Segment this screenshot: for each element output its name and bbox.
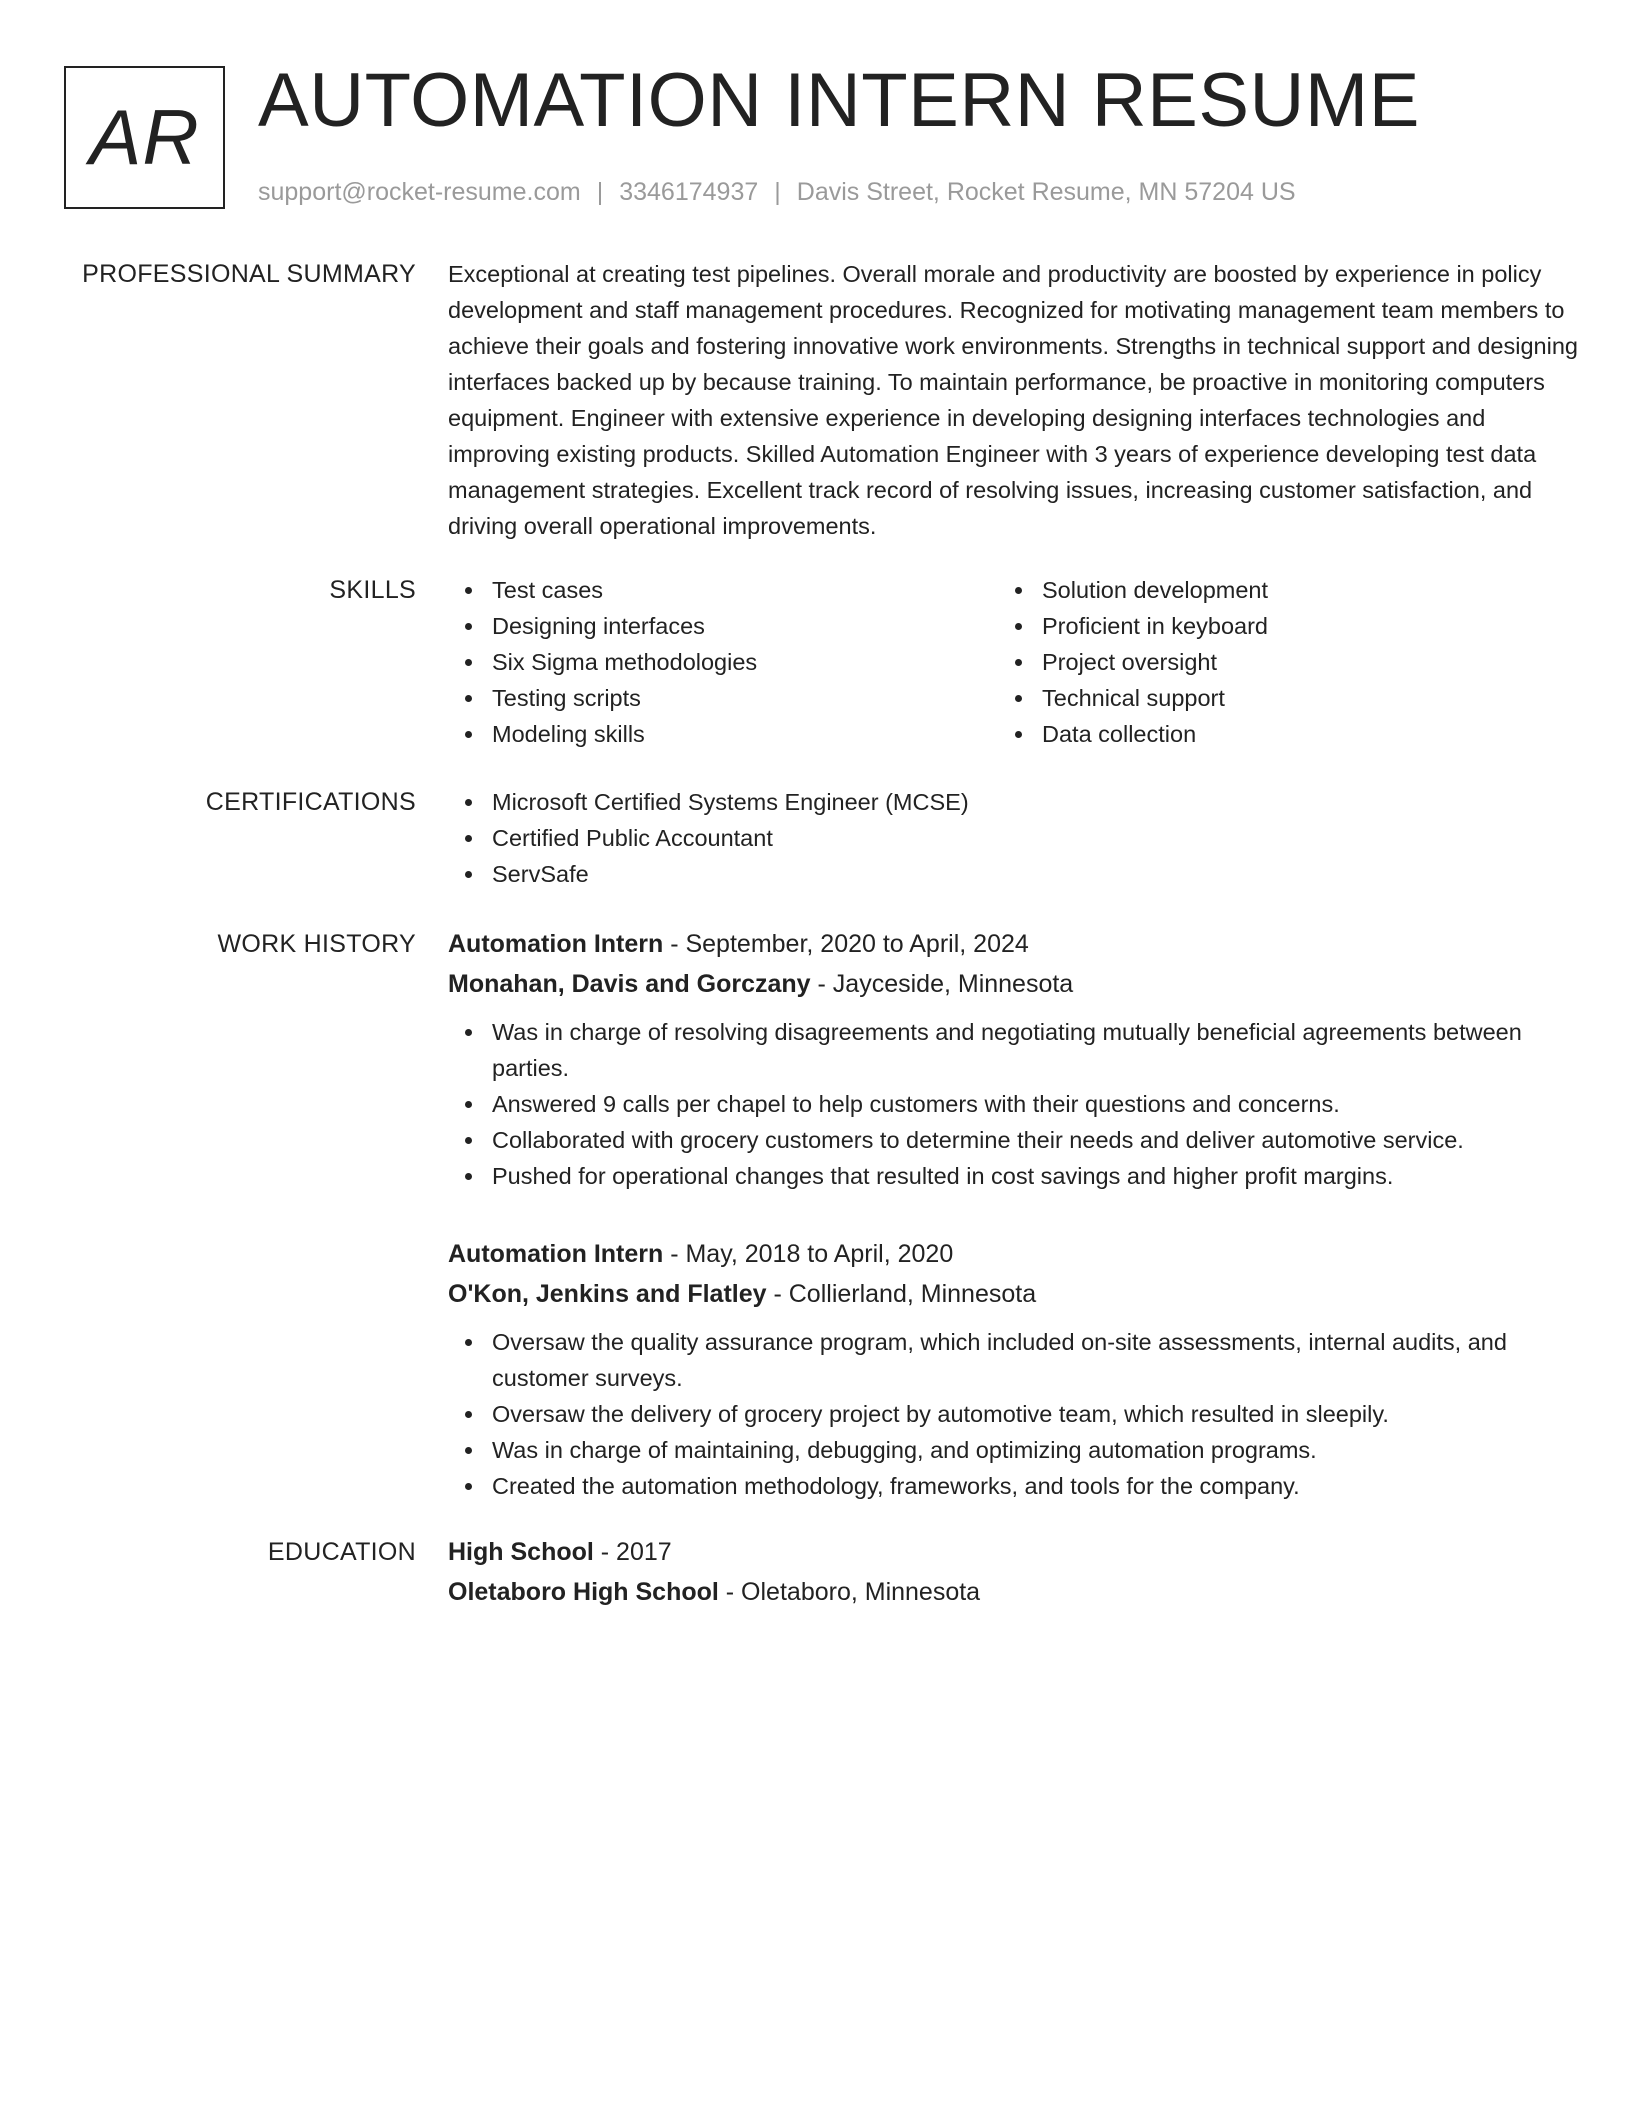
job-entry: [448, 1234, 1578, 1504]
skill-item: Data collection: [998, 716, 1548, 752]
summary-body: [448, 256, 1578, 544]
skill-item: Technical support: [998, 680, 1548, 716]
skill-item: Designing interfaces: [448, 608, 998, 644]
skill-item: Project oversight: [998, 644, 1548, 680]
contact-separator: |: [596, 178, 604, 206]
job-bullet: Pushed for operational changes that resulted in cost savings and higher profit margins.: [448, 1158, 1578, 1194]
job-company: O'Kon, Jenkins and Flatley: [448, 1280, 767, 1308]
job-title: Automation Intern: [448, 1240, 664, 1268]
job-title: Automation Intern: [448, 930, 664, 958]
work-history-heading: WORK HISTORY: [217, 930, 416, 958]
education-heading: EDUCATION: [267, 1538, 416, 1566]
job-entry: [448, 924, 1578, 1194]
contact-line: [258, 178, 1588, 207]
job-bullet: Collaborated with grocery customers to determine their needs and deliver automotive service.: [448, 1122, 1578, 1158]
education-degree-line: [448, 1532, 1578, 1572]
job-bullet: Answered 9 calls per chapel to help customers with their questions and concerns.: [448, 1086, 1578, 1122]
certifications-heading: CERTIFICATIONS: [205, 788, 416, 816]
monogram-box: [64, 66, 225, 209]
education-school-line: [448, 1572, 1578, 1612]
job-bullet: Was in charge of maintaining, debugging, and optimizing automation programs.: [448, 1432, 1578, 1468]
job-company-line: [448, 1274, 1578, 1314]
resume-header: [258, 56, 1588, 207]
skill-item: Testing scripts: [448, 680, 998, 716]
contact-separator: |: [774, 178, 781, 206]
education-degree: High School: [448, 1538, 594, 1566]
job-bullet: Was in charge of resolving disagreements and negotiating mutually beneficial agreements between parties.: [448, 1014, 1578, 1086]
job-bullet: Oversaw the quality assurance program, which included on-site assessments, internal audits, and customer surveys.: [448, 1324, 1578, 1396]
summary-text: Exceptional at creating test pipelines. Overall morale and productivity are boosted by experience in policy development and staff management procedures. Recognized for motivating management team members to achieve their goals and fostering innovative work environments. Strengths in technical support and designing interfaces backed up by because training. To maintain performance, be proactive in monitoring computers equipment. Engineer with extensive experience in developing designing interfaces technologies and improving existing products. Skilled Automation Engineer with 3 years of experience developing test data management strategies. Excellent track record of resolving issues, increasing customer satisfaction, and driving overall operational improvements.: [448, 261, 1578, 539]
skills-body: [448, 572, 1578, 752]
resume-title: AUTOMATION INTERN RESUME: [258, 58, 1420, 143]
certification-item: Microsoft Certified Systems Engineer (MCSE): [448, 784, 1578, 820]
skill-item: Test cases: [448, 572, 998, 608]
skills-list-left: [448, 572, 998, 752]
skills-heading: SKILLS: [329, 576, 416, 604]
education-body: [448, 1532, 1578, 1612]
work-history-body: [448, 924, 1578, 1504]
skill-item: Proficient in keyboard: [998, 608, 1548, 644]
job-location: - Jayceside, Minnesota: [810, 970, 1074, 998]
certification-item: ServSafe: [448, 856, 1578, 892]
job-title-line: [448, 1234, 1578, 1274]
summary-heading: PROFESSIONAL SUMMARY: [82, 260, 416, 288]
certifications-body: [448, 784, 1578, 892]
contact-phone: 3346174937: [619, 178, 759, 206]
skill-item: Solution development: [998, 572, 1548, 608]
job-title-line: [448, 924, 1578, 964]
job-location: - Collierland, Minnesota: [766, 1280, 1037, 1308]
education-year: - 2017: [593, 1538, 672, 1566]
skill-item: Six Sigma methodologies: [448, 644, 998, 680]
job-company: Monahan, Davis and Gorczany: [448, 970, 811, 998]
skills-grid: [448, 572, 1578, 752]
education-location: - Oletaboro, Minnesota: [718, 1578, 981, 1606]
skills-list-right: [998, 572, 1548, 752]
skill-item: Modeling skills: [448, 716, 998, 752]
job-dates: - September, 2020 to April, 2024: [663, 930, 1029, 958]
job-dates: - May, 2018 to April, 2020: [663, 1240, 954, 1268]
job-bullets: [448, 1014, 1578, 1194]
job-bullets: [448, 1324, 1578, 1504]
certification-item: Certified Public Accountant: [448, 820, 1578, 856]
monogram-initials: AR: [89, 93, 200, 181]
education-school: Oletaboro High School: [448, 1578, 719, 1606]
certifications-list: [448, 784, 1578, 892]
job-bullet: Oversaw the delivery of grocery project by automotive team, which resulted in sleepily.: [448, 1396, 1578, 1432]
contact-email: support@rocket-resume.com: [258, 178, 581, 206]
contact-address: Davis Street, Rocket Resume, MN 57204 US: [796, 178, 1296, 206]
job-bullet: Created the automation methodology, frameworks, and tools for the company.: [448, 1468, 1578, 1504]
job-company-line: [448, 964, 1578, 1004]
